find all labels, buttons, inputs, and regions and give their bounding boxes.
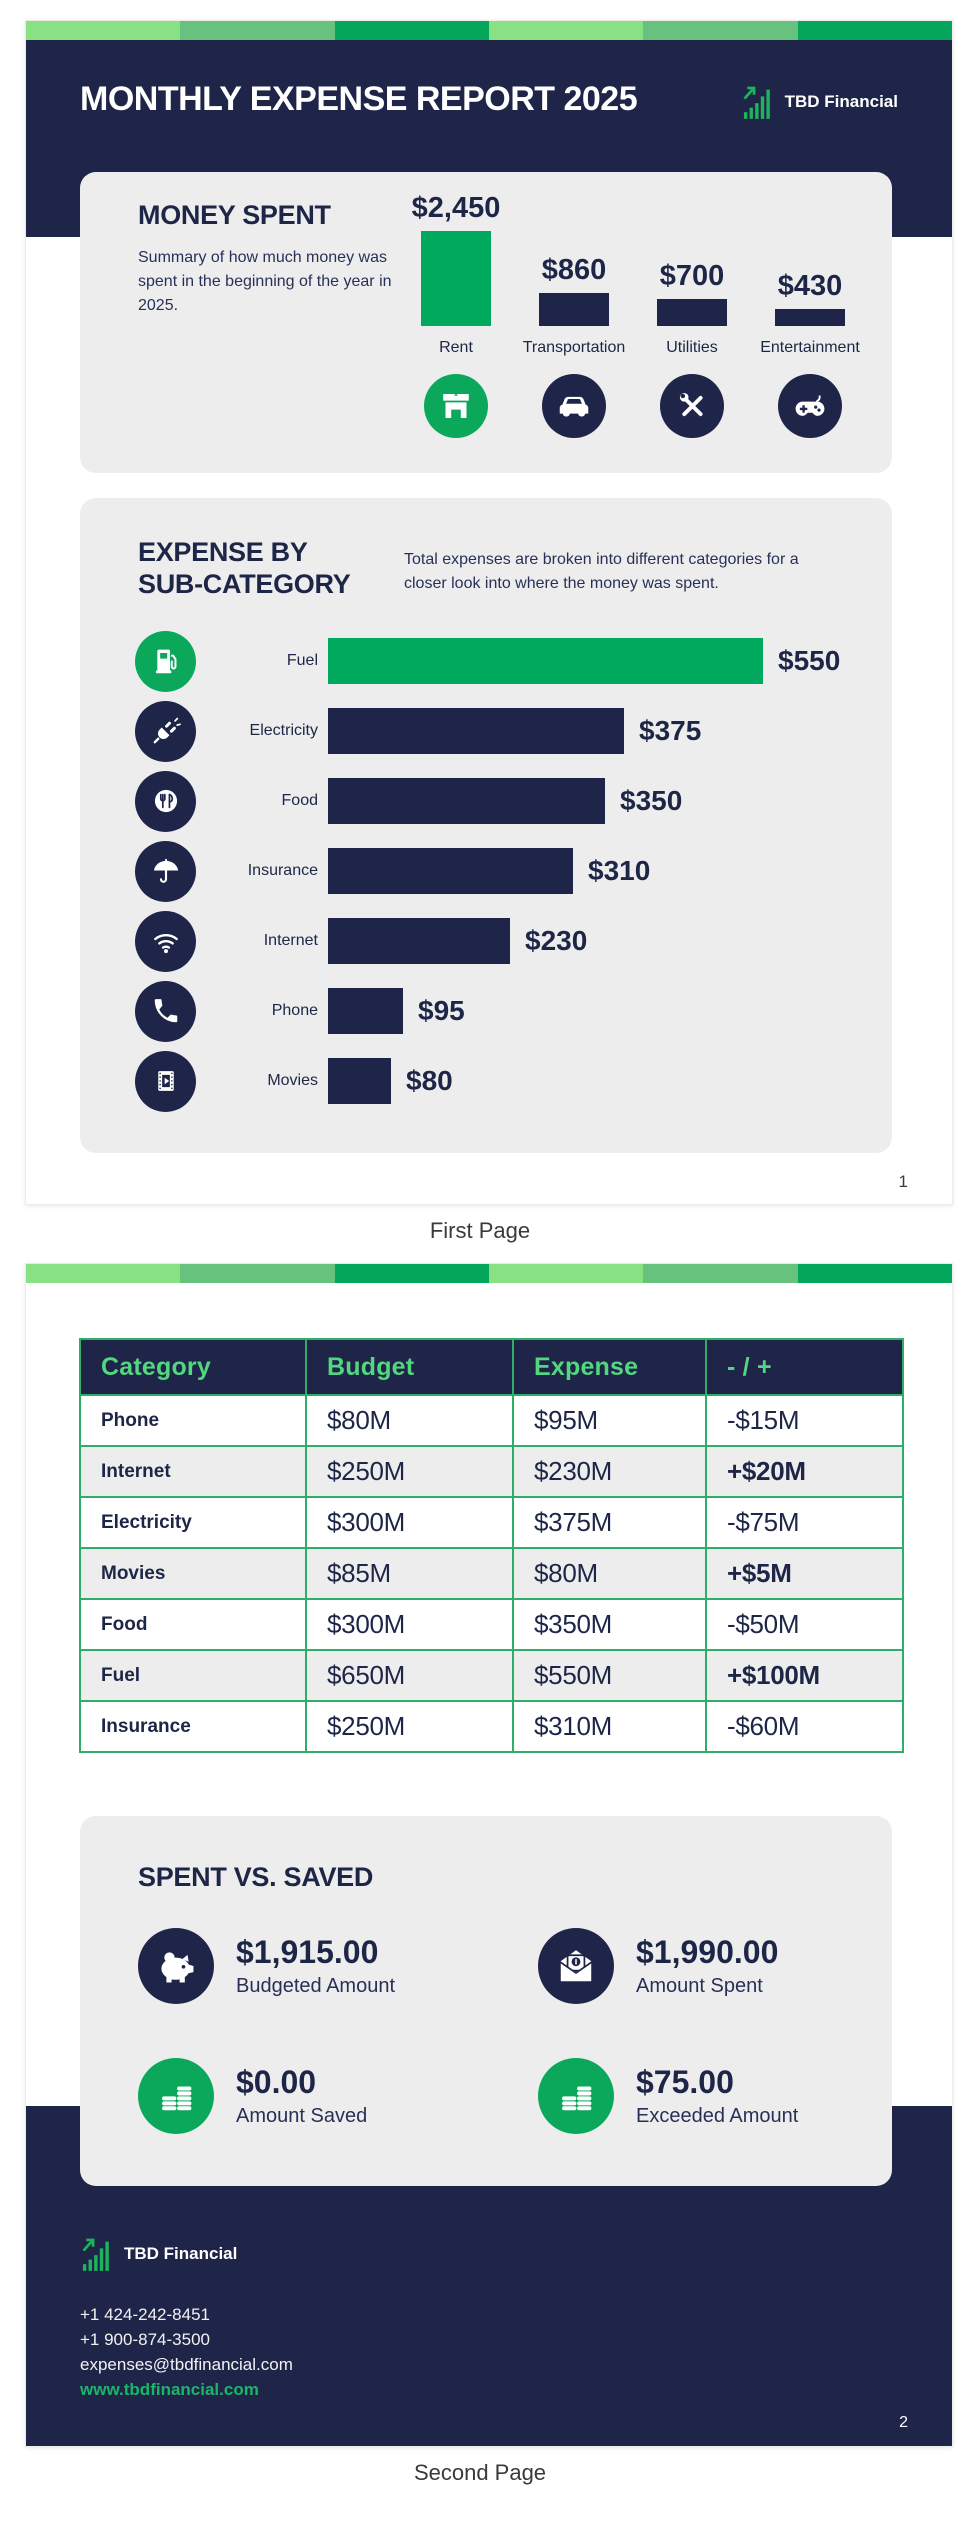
table-row	[80, 1446, 903, 1497]
subcategory-row-phone	[80, 976, 892, 1046]
bar-column-utilities	[638, 188, 746, 438]
cell-expense: $350M	[513, 1599, 706, 1650]
bar-column-entertainment	[756, 188, 864, 438]
bar-value: $2,450	[411, 192, 501, 224]
subcategory-title	[138, 536, 350, 600]
cell-category: Electricity	[80, 1497, 306, 1548]
cell-expense: $310M	[513, 1701, 706, 1752]
money-spent-card	[80, 172, 892, 473]
cell-category: Food	[80, 1599, 306, 1650]
cell-expense: $95M	[513, 1395, 706, 1446]
stat-label: Budgeted Amount	[236, 1975, 396, 1997]
strip-segment	[798, 21, 952, 40]
bar-internet	[328, 918, 510, 964]
footer-website-link[interactable]: www.tbdfinancial.com	[80, 2380, 259, 2399]
stat-label: Amount Spent	[636, 1975, 763, 1997]
bar-column-transportation	[520, 188, 628, 438]
strip-segment	[335, 1264, 489, 1283]
subcategory-row-internet	[80, 906, 892, 976]
subcategory-row-movies	[80, 1046, 892, 1116]
strip-segment	[798, 1264, 952, 1283]
fuel-pump-icon	[135, 631, 196, 692]
strip-segment	[26, 21, 180, 40]
cell-budget: $250M	[306, 1701, 513, 1752]
report-page-2	[25, 1263, 953, 2447]
storefront-icon	[424, 374, 488, 438]
cell-diff: -$60M	[706, 1701, 903, 1752]
table-row	[80, 1395, 903, 1446]
row-value: $95	[418, 995, 465, 1026]
cell-expense: $375M	[513, 1497, 706, 1548]
footer-brand-logo	[80, 2236, 237, 2272]
cell-budget: $85M	[306, 1548, 513, 1599]
spent-vs-saved-title: SPENT VS. SAVED	[138, 1862, 374, 1892]
strip-segment	[180, 21, 334, 40]
subcategory-bar-chart	[80, 626, 892, 1116]
cutlery-icon	[135, 771, 196, 832]
table-row	[80, 1650, 903, 1701]
row-label: Internet	[263, 932, 318, 949]
growth-bars-arrow-icon	[80, 2236, 114, 2272]
subcategory-row-food	[80, 766, 892, 836]
cell-budget: $250M	[306, 1446, 513, 1497]
coins-icon	[138, 2058, 214, 2134]
bar-label: Utilities	[666, 339, 718, 356]
page-title: MONTHLY EXPENSE REPORT 2025	[80, 80, 638, 118]
stat-exceeded-amount	[538, 2058, 798, 2134]
subcategory-row-fuel	[80, 626, 892, 696]
umbrella-icon	[135, 841, 196, 902]
column-header-budget: Budget	[306, 1339, 513, 1395]
decorative-green-strip	[26, 1264, 952, 1283]
bar-label: Rent	[439, 339, 473, 356]
row-value: $80	[406, 1065, 453, 1096]
bar-fuel	[328, 638, 763, 684]
bar-value: $860	[541, 254, 607, 286]
subcategory-title-line1: EXPENSE BY	[138, 537, 308, 567]
stat-label: Exceeded Amount	[636, 2105, 799, 2127]
gamepad-icon	[778, 374, 842, 438]
coins-icon	[538, 2058, 614, 2134]
wifi-icon	[135, 911, 196, 972]
bar-transportation	[539, 293, 609, 326]
footer-email: expenses@tbdfinancial.com	[80, 2355, 293, 2374]
strip-segment	[489, 21, 643, 40]
subcategory-title-line2: SUB-CATEGORY	[138, 569, 351, 599]
first-page-caption: First Page	[429, 1218, 531, 1243]
cell-category: Phone	[80, 1395, 306, 1446]
bar-insurance	[328, 848, 573, 894]
row-value: $230	[525, 925, 588, 956]
film-icon	[135, 1051, 196, 1112]
brand-logo	[741, 84, 898, 120]
stat-value: $1,990.00	[636, 1934, 779, 1970]
growth-bars-arrow-icon	[741, 84, 775, 120]
tools-icon	[660, 374, 724, 438]
cell-diff: +$100M	[706, 1650, 903, 1701]
cell-category: Movies	[80, 1548, 306, 1599]
row-value: $550	[778, 645, 841, 676]
bar-movies	[328, 1058, 391, 1104]
bar-utilities	[657, 299, 727, 326]
footer-brand-name: TBD Financial	[124, 2244, 238, 2263]
cell-budget: $300M	[306, 1599, 513, 1650]
bar-value: $700	[659, 260, 725, 292]
table-header-row	[80, 1339, 903, 1395]
subcategory-row-electricity	[80, 696, 892, 766]
table-row	[80, 1497, 903, 1548]
row-label: Insurance	[247, 862, 318, 879]
cell-category: Fuel	[80, 1650, 306, 1701]
cell-expense: $80M	[513, 1548, 706, 1599]
bar-value: $430	[777, 270, 843, 302]
column-header-category: Category	[80, 1339, 306, 1395]
page-number: 2	[899, 2414, 908, 2431]
stat-amount-spent	[538, 1928, 778, 2004]
cell-expense: $230M	[513, 1446, 706, 1497]
car-icon	[542, 374, 606, 438]
stat-budgeted-amount	[138, 1928, 395, 2004]
plug-icon	[135, 701, 196, 762]
bar-electricity	[328, 708, 624, 754]
money-envelope-icon	[538, 1928, 614, 2004]
row-label: Fuel	[286, 652, 318, 669]
footer-contact-block	[80, 2302, 293, 2402]
cell-diff: -$50M	[706, 1599, 903, 1650]
strip-segment	[335, 21, 489, 40]
row-value: $350	[620, 785, 683, 816]
cell-diff: -$75M	[706, 1497, 903, 1548]
footer-phone-1: +1 424-242-8451	[80, 2305, 210, 2324]
cell-diff: +$20M	[706, 1446, 903, 1497]
stat-label: Amount Saved	[236, 2105, 368, 2127]
decorative-green-strip	[26, 21, 952, 40]
cell-budget: $80M	[306, 1395, 513, 1446]
column-header-expense: Expense	[513, 1339, 706, 1395]
money-spent-description: Summary of how much money was spent in the beginning of the year in 2025.	[138, 249, 392, 314]
row-label: Movies	[267, 1072, 318, 1089]
table-row	[80, 1599, 903, 1650]
cell-budget: $650M	[306, 1650, 513, 1701]
column-header-diff: - / +	[706, 1339, 903, 1395]
strip-segment	[489, 1264, 643, 1283]
second-page-caption: Second Page	[413, 2460, 547, 2485]
cell-category: Internet	[80, 1446, 306, 1497]
subcategory-row-insurance	[80, 836, 892, 906]
cell-budget: $300M	[306, 1497, 513, 1548]
footer-phone-2: +1 900-874-3500	[80, 2330, 210, 2349]
bar-column-rent	[402, 188, 510, 438]
bar-entertainment	[775, 309, 845, 326]
bar-rent	[421, 231, 491, 326]
piggy-bank-icon	[138, 1928, 214, 2004]
bar-label: Transportation	[522, 339, 626, 356]
row-value: $375	[639, 715, 702, 746]
stat-amount-saved	[138, 2058, 367, 2134]
budget-expense-table	[79, 1338, 904, 1753]
stat-value: $0.00	[236, 2064, 317, 2100]
page-number: 1	[898, 1172, 908, 1191]
row-label: Food	[281, 792, 318, 809]
cell-expense: $550M	[513, 1650, 706, 1701]
bar-label: Entertainment	[760, 339, 860, 356]
bar-food	[328, 778, 605, 824]
cell-diff: +$5M	[706, 1548, 903, 1599]
stat-value: $1,915.00	[236, 1934, 379, 1970]
strip-segment	[26, 1264, 180, 1283]
strip-segment	[643, 21, 797, 40]
phone-icon	[135, 981, 196, 1042]
spent-vs-saved-card	[80, 1816, 892, 2186]
table-row	[80, 1701, 903, 1752]
table-row	[80, 1548, 903, 1599]
row-label: Electricity	[249, 722, 318, 739]
report-page-1	[25, 20, 953, 1205]
subcategory-description: Total expenses are broken into different categories for a closer look into where the money was spent.	[404, 551, 799, 592]
cell-diff: -$15M	[706, 1395, 903, 1446]
strip-segment	[180, 1264, 334, 1283]
row-label: Phone	[271, 1002, 318, 1019]
cell-category: Insurance	[80, 1701, 306, 1752]
stat-value: $75.00	[636, 2064, 734, 2100]
money-spent-title: MONEY SPENT	[138, 200, 331, 230]
brand-name: TBD Financial	[784, 92, 898, 111]
subcategory-card	[80, 498, 892, 1153]
strip-segment	[643, 1264, 797, 1283]
money-spent-bar-chart	[402, 188, 864, 438]
row-value: $310	[588, 855, 651, 886]
bar-phone	[328, 988, 403, 1034]
